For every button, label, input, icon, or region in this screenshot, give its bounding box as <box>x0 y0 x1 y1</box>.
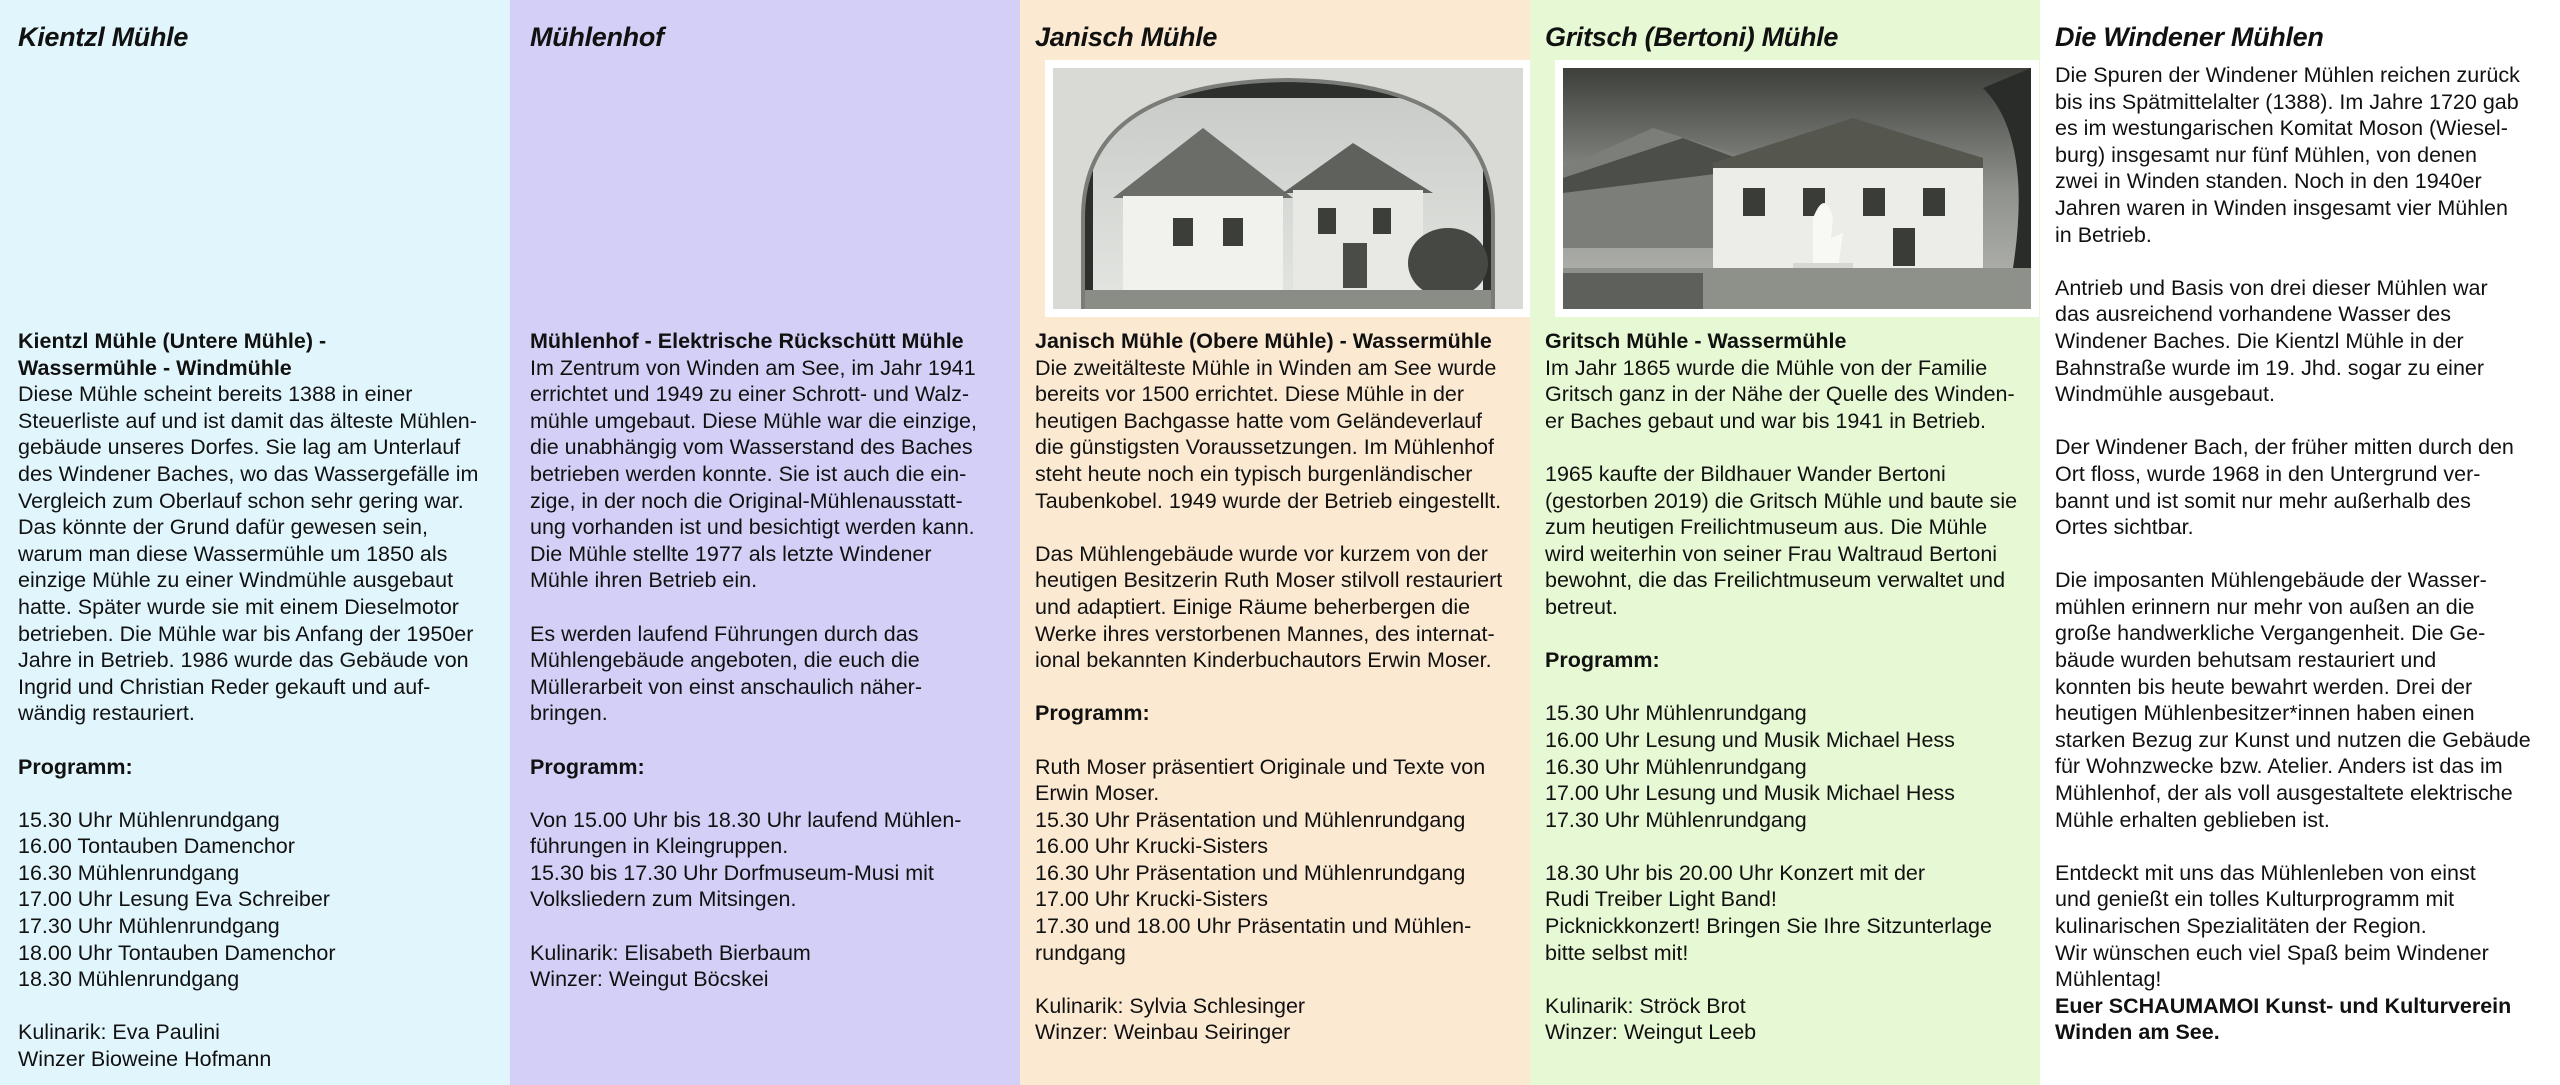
column-muehlenhof <box>510 0 1020 1085</box>
program-item: Rudi Treiber Light Band! <box>1545 887 1777 912</box>
text-line: hatte. Später wurde sie mit einem Dieselmotor <box>18 594 459 619</box>
text-line: Die Spuren der Windener Mühlen reichen zurück <box>2055 63 2520 87</box>
text-line: Antrieb und Basis von drei dieser Mühlen war <box>2055 275 2488 300</box>
text-line: kulinarischen Spezialitäten der Region. <box>2055 914 2427 938</box>
text-line: mühlen erinnern nur mehr von außen an die <box>2055 594 2475 619</box>
column-title: Die Windener Mühlen <box>2055 22 2324 52</box>
text-line: es im westungarischen Komitat Moson (Wiesel- <box>2055 116 2508 141</box>
text-line: bannt und ist somit nur mehr außerhalb des <box>2055 488 2471 513</box>
mill-subtitle: Mühlenhof - Elektrische Rückschütt Mühle <box>530 329 964 353</box>
program-item: 18.00 Uhr Tontauben Damenchor <box>18 940 336 965</box>
text-line: in Betrieb. <box>2055 222 2152 247</box>
winery-line: Winzer Bioweine Hofmann <box>18 1047 272 1072</box>
program-item: bitte selbst mit! <box>1545 940 1689 965</box>
program-item: führungen in Kleingruppen. <box>530 834 789 859</box>
column-gritsch-muehle <box>1530 0 2040 1085</box>
winery-line: Winzer: Weingut Böcskei <box>530 967 769 992</box>
text-line: heutigen Bachgasse hatte vom Geländeverlauf <box>1035 408 1483 433</box>
mill-subtitle: Gritsch Mühle - Wassermühle <box>1545 329 1847 353</box>
program-item: 16.00 Tontauben Damenchor <box>18 834 295 859</box>
text-line: Im Jahr 1865 wurde die Mühle von der Familie <box>1545 355 1988 380</box>
program-item: 16.00 Uhr Krucki-Sisters <box>1035 834 1268 859</box>
text-line: für Wohnzwecke bzw. Atelier. Anders ist das im <box>2055 754 2503 779</box>
column-title: Mühlenhof <box>530 22 664 52</box>
text-line: Werke ihres verstorbenen Mannes, des internat- <box>1035 621 1495 646</box>
text-line: wird weiterhin von seiner Frau Waltraud Bertoni <box>1545 541 1998 566</box>
text-line: Entdeckt mit uns das Mühlenleben von einst <box>2055 860 2476 885</box>
text-line: Ingrid und Christian Reder gekauft und auf- <box>18 674 431 699</box>
text-line: zige, in der noch die Original-Mühlenausstatt- <box>530 488 963 513</box>
column-body <box>530 328 1010 993</box>
text-line: Jahre in Betrieb. 1986 wurde das Gebäude von <box>18 648 469 673</box>
text-line: Im Zentrum von Winden am See, im Jahr 1941 <box>530 355 976 380</box>
mill-subtitle: Janisch Mühle (Obere Mühle) - Wassermühle <box>1035 329 1492 353</box>
text-line: konnten bis heute bewahrt werden. Drei der <box>2055 674 2473 699</box>
text-line: er Baches gebaut und war bis 1941 in Betrieb. <box>1545 408 1987 433</box>
mill-subtitle: Kientzl Mühle (Untere Mühle) - <box>18 329 327 353</box>
text-line: Taubenkobel. 1949 wurde der Betrieb eingestellt. <box>1035 488 1502 513</box>
text-line: Der Windener Bach, der früher mitten durch den <box>2055 435 2514 460</box>
text-line: bis ins Spätmittelalter (1388). Im Jahre 1720 gab <box>2055 89 2519 114</box>
text-line: die günstigsten Voraussetzungen. Im Mühlenhof <box>1035 435 1494 460</box>
text-line: Diese Mühle scheint bereits 1388 in einer <box>18 382 413 407</box>
program-item: 17.30 Uhr Mühlenrundgang <box>1545 807 1807 832</box>
program-item: 16.30 Uhr Präsentation und Mühlenrundgang <box>1035 860 1466 885</box>
column-body <box>18 328 500 1073</box>
program-item: Volksliedern zum Mitsingen. <box>530 887 797 912</box>
program-item: 16.30 Mühlenrundgang <box>18 860 240 885</box>
text-line: betreut. <box>1545 594 1618 619</box>
program-item: 17.00 Uhr Lesung und Musik Michael Hess <box>1545 781 1955 806</box>
text-line: zum heutigen Freilichtmuseum aus. Die Mühle <box>1545 515 1988 540</box>
program-item: rundgang <box>1035 940 1126 965</box>
program-heading: Programm: <box>530 754 645 779</box>
program-heading: Programm: <box>1035 701 1150 726</box>
text-line: Die imposanten Mühlengebäude der Wasser- <box>2055 568 2487 593</box>
text-line: Das Mühlengebäude wurde vor kurzem von der <box>1035 541 1488 566</box>
program-item: 17.00 Uhr Krucki-Sisters <box>1035 887 1268 912</box>
text-line: steht heute noch ein typisch burgenländischer <box>1035 461 1473 486</box>
text-line: 1965 kaufte der Bildhauer Wander Bertoni <box>1545 461 1946 486</box>
text-line: Müllerarbeit von einst anschaulich näher- <box>530 674 922 699</box>
text-line: starken Bezug zur Kunst und nutzen die Gebäude <box>2055 727 2531 752</box>
culinary-line: Kulinarik: Sylvia Schlesinger <box>1035 993 1306 1018</box>
program-item: 15.30 Uhr Präsentation und Mühlenrundgang <box>1035 807 1466 832</box>
text-line: ung vorhanden ist und besichtigt werden kann. <box>530 515 975 540</box>
text-line: bäude wurden behutsam restauriert und <box>2055 648 2437 673</box>
culinary-line: Kulinarik: Elisabeth Bierbaum <box>530 940 811 965</box>
text-line: heutigen Mühlenbesitzer*innen haben einen <box>2055 701 2475 726</box>
program-item: 16.00 Uhr Lesung und Musik Michael Hess <box>1545 727 1955 752</box>
column-windener-muehlen <box>2040 0 2560 1085</box>
text-line: des Windener Baches, wo das Wassergefälle im <box>18 461 479 486</box>
text-line: Vergleich zum Oberlauf schon sehr gering war. <box>18 488 464 513</box>
mill-subtitle: Wassermühle - Windmühle <box>18 355 292 380</box>
program-item: 17.00 Uhr Lesung Eva Schreiber <box>18 887 330 912</box>
program-heading: Programm: <box>1545 648 1660 673</box>
program-item: 16.30 Uhr Mühlenrundgang <box>1545 754 1807 779</box>
text-line: mühle umgebaut. Diese Mühle war die einzige, <box>530 408 977 433</box>
text-line: errichtet und 1949 zu einer Schrott- und Walz- <box>530 382 969 407</box>
text-line: Die zweitälteste Mühle in Winden am See wurde <box>1035 355 1497 380</box>
text-line: wändig restauriert. <box>18 701 195 726</box>
text-line: (gestorben 2019) die Gritsch Mühle und baute sie <box>1545 488 2018 513</box>
column-janisch-muehle <box>1020 0 1530 1085</box>
text-line: warum man diese Wassermühle um 1850 als <box>18 541 448 566</box>
program-item: Erwin Moser. <box>1035 781 1160 806</box>
text-line: einzige Mühle zu einer Windmühle ausgebaut <box>18 568 454 593</box>
text-line: Bahnstraße wurde im 19. Jhd. sogar zu einer <box>2055 355 2485 380</box>
program-item: Ruth Moser präsentiert Originale und Texte von <box>1035 754 1486 779</box>
photo-graphic <box>1563 68 2031 309</box>
program-item: 17.30 Uhr Mühlenrundgang <box>18 914 280 939</box>
signature-line: Euer SCHAUMAMOI Kunst- und Kulturverein <box>2055 993 2512 1018</box>
program-item: 18.30 Mühlenrundgang <box>18 967 240 992</box>
text-line: Mühle ihren Betrieb ein. <box>530 568 758 593</box>
signature-line: Winden am See. <box>2055 1020 2220 1045</box>
program-item: 15.30 Uhr Mühlenrundgang <box>18 807 280 832</box>
text-line: Mühlentag! <box>2055 967 2162 992</box>
text-line: und genießt ein tolles Kulturprogramm mit <box>2055 887 2455 912</box>
text-line: Mühle erhalten geblieben ist. <box>2055 807 2330 832</box>
text-line: Steuerliste auf und ist damit das älteste Mühlen- <box>18 408 477 433</box>
program-item: 15.30 Uhr Mühlenrundgang <box>1545 701 1807 726</box>
column-body <box>2055 62 2552 1046</box>
text-line: Es werden laufend Führungen durch das <box>530 621 919 646</box>
program-heading: Programm: <box>18 754 133 779</box>
column-kientzl-muehle <box>0 0 510 1085</box>
text-line: Gritsch ganz in der Nähe der Quelle des Winden- <box>1545 382 2015 407</box>
text-line: Ortes sichtbar. <box>2055 515 2194 540</box>
text-line: Das könnte der Grund dafür gewesen sein, <box>18 515 428 540</box>
text-line: Jahren waren in Winden insgesamt vier Mühlen <box>2055 195 2508 220</box>
text-line: die unabhängig vom Wasserstand des Baches <box>530 435 973 460</box>
text-line: betrieben. Die Mühle war bis Anfang der 1950er <box>18 621 474 646</box>
culinary-line: Kulinarik: Ströck Brot <box>1545 993 1746 1018</box>
program-item: 17.30 und 18.00 Uhr Präsentatin und Mühlen- <box>1035 914 1472 939</box>
text-line: betrieben werden konnte. Sie ist auch die ein- <box>530 461 967 486</box>
winery-line: Winzer: Weinbau Seiringer <box>1035 1020 1291 1045</box>
text-line: und adaptiert. Einige Räume beherbergen die <box>1035 594 1471 619</box>
text-line: bewohnt, die das Freilichtmuseum verwaltet und <box>1545 568 2006 593</box>
text-line: bereits vor 1500 errichtet. Diese Mühle in der <box>1035 382 1465 407</box>
text-line: große handwerkliche Vergangenheit. Die Ge- <box>2055 621 2486 646</box>
column-title: Janisch Mühle <box>1035 22 1218 52</box>
mill-building-with-sculpture-photo <box>1555 60 2039 317</box>
program-item: Von 15.00 Uhr bis 18.30 Uhr laufend Mühlen- <box>530 807 962 832</box>
text-line: Windener Baches. Die Kientzl Mühle in der <box>2055 328 2464 353</box>
mill-house-through-archway-photo <box>1045 60 1531 317</box>
text-line: Die Mühle stellte 1977 als letzte Windener <box>530 541 932 566</box>
winery-line: Winzer: Weingut Leeb <box>1545 1020 1757 1045</box>
text-line: Wir wünschen euch viel Spaß beim Windener <box>2055 940 2489 965</box>
text-line: Mühlengebäude angeboten, die euch die <box>530 648 920 673</box>
text-line: Ort floss, wurde 1968 in den Untergrund ver- <box>2055 461 2481 486</box>
column-body <box>1545 328 2030 1046</box>
photo-graphic <box>1053 68 1523 309</box>
text-line: burg) insgesamt nur fünf Mühlen, von denen <box>2055 142 2477 167</box>
culinary-line: Kulinarik: Eva Paulini <box>18 1020 220 1045</box>
text-line: heutigen Besitzerin Ruth Moser stilvoll restauriert <box>1035 568 1503 593</box>
text-line: das ausreichend vorhandene Wasser des <box>2055 302 2451 327</box>
column-title: Kientzl Mühle <box>18 22 189 52</box>
program-item: 15.30 bis 17.30 Uhr Dorfmuseum-Musi mit <box>530 860 934 885</box>
text-line: zwei in Winden standen. Noch in den 1940er <box>2055 169 2482 194</box>
text-line: Mühlenhof, der als voll ausgestaltete elektrische <box>2055 781 2513 806</box>
text-line: bringen. <box>530 701 608 726</box>
column-body <box>1035 328 1520 1046</box>
text-line: gebäude unseres Dorfes. Sie lag am Unterlauf <box>18 435 461 460</box>
program-item: Picknickkonzert! Bringen Sie Ihre Sitzunterlage <box>1545 914 1992 939</box>
program-item: 18.30 Uhr bis 20.00 Uhr Konzert mit der <box>1545 860 1926 885</box>
text-line: ional bekannten Kinderbuchautors Erwin Moser. <box>1035 648 1492 673</box>
text-line: Windmühle ausgebaut. <box>2055 382 2275 407</box>
column-title: Gritsch (Bertoni) Mühle <box>1545 22 1839 52</box>
